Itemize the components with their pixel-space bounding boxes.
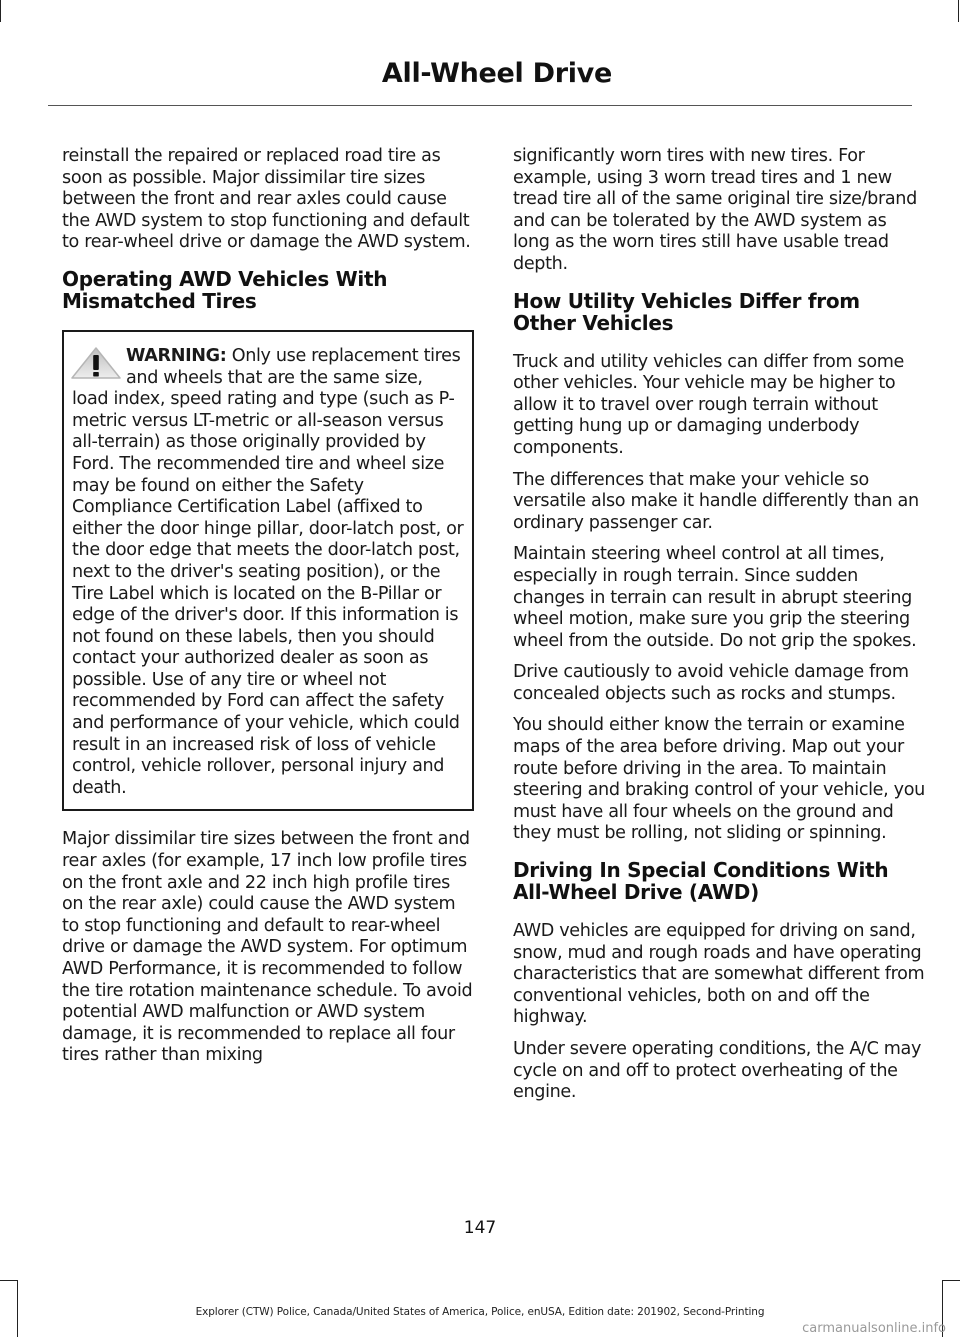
warning-text: Only use replacement tires and wheels that are the same size, load index, speed rating and type (such as P-metric versus LT-metric or all-season versus all-terrain) as those originally provided by Ford. The recommended tire and wheel size may be found on either the Safety Compliance Certification Label (affixed to either the door hinge pillar, door-latch post, or the door edge that meets the door-latch post, next to the driver's seating position), or the Tire Label which is located on the B-Pillar or edge of the driver's door. If this information is not found on these labels, then you should contact your authorized dealer as soon as possible. Use of any tire or wheel not recommended by Ford can affect the safety and performance of your vehicle, which could result in an increased risk of loss of vehicle control, vehicle rollover, personal injury and death. [72,345,464,798]
watermark: carmanualsonline.info [802,1321,946,1336]
warning-label: WARNING: [126,345,227,366]
paragraph: reinstall the repaired or replaced road tire as soon as possible. Major dissimilar tire sizes between the front and rear axles could cause the AWD system to stop functioning and default to rear-wheel drive or damage the AWD system. [62,146,471,253]
page-number: 147 [463,1218,497,1238]
paragraph: The differences that make your vehicle so versatile also make it handle differently than an ordinary passenger car. [513,469,919,533]
header-divider [48,105,912,106]
warning-box [62,330,474,811]
crop-mark-top-right [958,0,959,22]
section-heading: How Utility Vehicles Differ from Other Vehicles [513,288,860,335]
section-heading: Driving In Special Conditions With All-Wheel Drive (AWD) [513,858,889,905]
section-heading: Operating AWD Vehicles With Mismatched Tires [62,266,388,313]
crop-mark-top-left [0,0,1,22]
crop-mark-bottom-right [942,1280,960,1281]
footer-text: Explorer (CTW) Police, Canada/United States of America, Police, enUSA, Edition date: 201902, Second-Printing [195,1306,765,1318]
paragraph: Maintain steering wheel control at all times, especially in rough terrain. Since sudden changes in terrain can result in abrupt steering wheel motion, make sure you grip the steering wheel from the outside. Do not grip the spokes. [513,544,917,651]
left-column [62,146,474,1077]
right-column [513,146,925,1114]
paragraph: AWD vehicles are equipped for driving on sand, snow, mud and rough roads and have operating characteristics that are somewhat different from conventional vehicles, both on and off the highway. [513,921,925,1028]
paragraph: Drive cautiously to avoid vehicle damage from concealed objects such as rocks and stumps. [513,662,909,704]
paragraph: You should either know the terrain or examine maps of the area before driving. Map out your route before driving in the area. To maintain steering and braking control of your vehicle, you must have all four wheels on the ground and they must be rolling, not sliding or spinning. [513,715,925,844]
page-title: All-Wheel Drive [381,58,612,89]
warning-triangle-icon [70,346,122,380]
paragraph: significantly worn tires with new tires. For example, using 3 worn tread tires and 1 new tread tire all of the same original tire size/brand and can be tolerated by the AWD system as long as the worn tires still have usable tread depth. [513,146,917,274]
paragraph: Truck and utility vehicles can differ from some other vehicles. Your vehicle may be higher to allow it to travel over rough terrain without getting hung up or damaging underbody components. [513,351,904,458]
paragraph: Under severe operating conditions, the A/C may cycle on and off to protect overheating of the engine. [513,1039,922,1103]
crop-mark-bottom-left [0,1280,17,1281]
paragraph: Major dissimilar tire sizes between the front and rear axles (for example, 17 inch low profile tires on the front axle and 22 inch high profile tires on the rear axle) could cause the AWD system to stop functioning and default to rear-wheel drive or damage the AWD system. For optimum AWD Performance, it is recommended to follow the tire rotation maintenance schedule. To avoid potential AWD malfunction or AWD system damage, it is recommended to replace all four tires rather than mixing [62,829,473,1066]
